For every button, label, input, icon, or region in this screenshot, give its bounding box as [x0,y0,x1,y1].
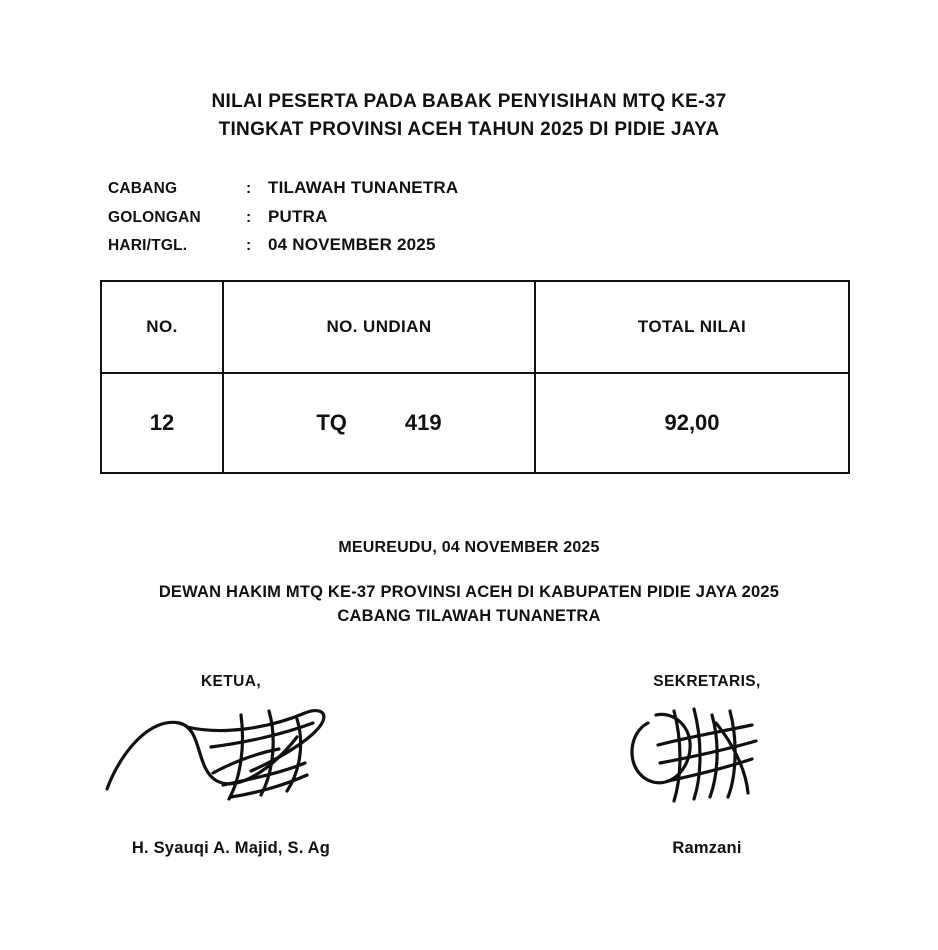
column-header-no: NO. [101,281,223,373]
undian-cell-inner [225,410,533,436]
meta-label-golongan: GOLONGAN [108,208,201,226]
signature-row [0,673,938,858]
table-header-row [101,281,849,373]
signature-role-sekretaris: SEKRETARIS, [653,673,761,691]
meta-label-cabang: CABANG [108,180,178,198]
meta-value-cabang: TILAWAH TUNANETRA [268,178,459,198]
document-footer [0,536,938,630]
column-header-no-undian: NO. UNDIAN [223,281,535,373]
signature-block-ketua [86,673,376,858]
score-table-wrapper [100,280,836,474]
event-metadata [108,179,938,254]
table-head [101,281,849,373]
table-body [101,373,849,473]
title-line-2: TINGKAT PROVINSI ACEH TAHUN 2025 DI PIDIE JAYA [218,118,720,140]
cell-no-undian [223,373,535,473]
meta-value-haritgl: 04 NOVEMBER 2025 [268,235,436,255]
meta-colon-haritgl: : [246,237,252,255]
footer-committee [0,580,938,630]
signature-mark-icon [612,693,802,823]
footer-place-date: MEUREUDU, 04 NOVEMBER 2025 [338,538,600,556]
signature-space-sekretaris [562,691,852,839]
cell-total-nilai: 92,00 [535,373,849,473]
meta-row-cabang [108,179,938,197]
signature-space-ketua [86,691,376,839]
column-header-total-nilai: TOTAL NILAI [535,281,849,373]
undian-prefix: TQ [316,409,347,435]
signature-name-ketua: H. Syauqi A. Majid, S. Ag [131,839,331,858]
meta-colon-golongan: : [246,208,252,226]
meta-row-haritgl [108,236,938,254]
meta-row-golongan [108,208,938,226]
meta-colon-cabang: : [246,180,252,198]
cell-no: 12 [101,373,223,473]
title-line-1: NILAI PESERTA PADA BABAK PENYISIHAN MTQ KE-37 [211,91,727,112]
score-table [100,280,850,474]
signature-block-sekretaris [562,673,852,858]
meta-value-golongan: PUTRA [268,206,328,226]
footer-committee-line-1: DEWAN HAKIM MTQ KE-37 PROVINSI ACEH DI KABUPATEN PIDIE JAYA 2025 [158,582,780,601]
signature-role-ketua: KETUA, [200,673,262,691]
undian-number: 419 [404,409,442,435]
footer-committee-line-2: CABANG TILAWAH TUNANETRA [337,607,601,626]
signature-mark-icon [91,693,371,823]
document-title [0,0,938,143]
signature-name-sekretaris: Ramzani [672,839,742,858]
table-row [101,373,849,473]
meta-label-haritgl: HARI/TGL. [108,237,188,255]
